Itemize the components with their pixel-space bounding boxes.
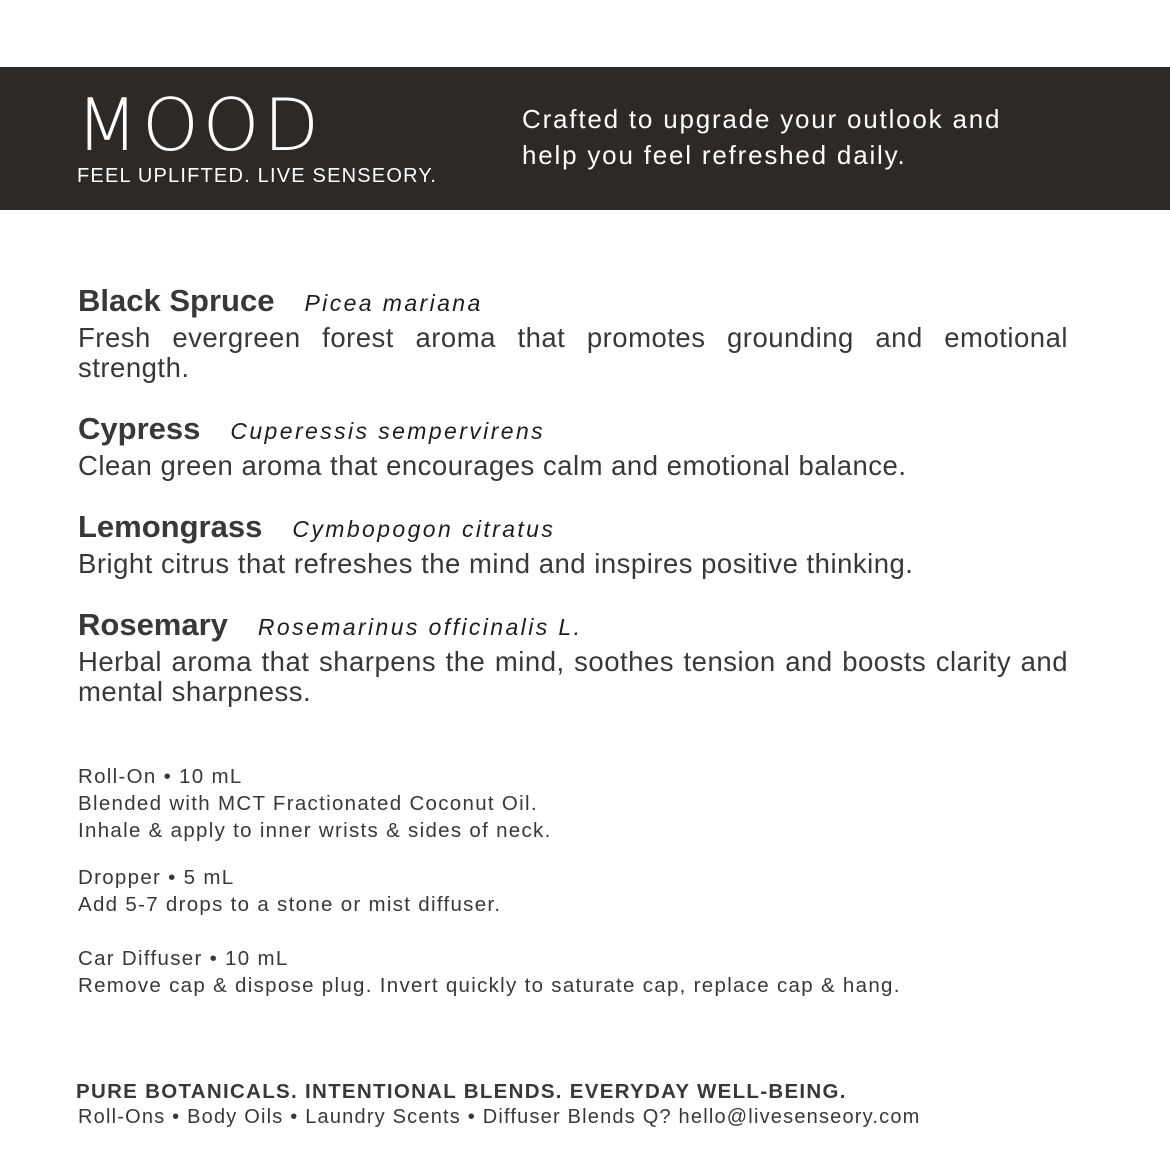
oil-name: Cypress	[78, 411, 201, 446]
product-title: MOOD	[76, 83, 323, 167]
header-blurb-line: help you feel refreshed daily.	[522, 140, 907, 170]
footer-products-contact: Roll-Ons • Body Oils • Laundry Scents • Diffuser Blends Q? hello@livesenseory.com	[78, 1106, 921, 1128]
oil-latin-name: Picea mariana	[304, 290, 483, 316]
usage-dropper	[78, 864, 1078, 918]
oil-name: Rosemary	[78, 607, 228, 642]
usage-title: Dropper • 5 mL	[78, 866, 235, 889]
oil-latin-name: Cuperessis sempervirens	[230, 418, 546, 444]
usage-rollon	[78, 763, 1078, 844]
usage-text: Inhale & apply to inner wrists & sides of neck.	[78, 819, 552, 842]
usage-car-diffuser	[78, 945, 1078, 999]
header-blurb-line: Crafted to upgrade your outlook and	[522, 104, 1002, 134]
usage-text: Add 5-7 drops to a stone or mist diffuser.	[78, 893, 502, 916]
usage-text: Remove cap & dispose plug. Invert quickly to saturate cap, replace cap & hang.	[78, 974, 901, 997]
oil-item-rosemary	[78, 607, 1068, 707]
oil-description: Clean green aroma that encourages calm and emotional balance.	[78, 450, 907, 481]
usage-title: Roll-On • 10 mL	[78, 765, 243, 788]
usage-title: Car Diffuser • 10 mL	[78, 947, 289, 970]
oil-latin-name: Cymbopogon citratus	[292, 516, 556, 542]
header-banner	[0, 67, 1170, 210]
oil-item-lemongrass	[78, 509, 1068, 579]
oil-name: Lemongrass	[78, 509, 263, 544]
usage-text: Blended with MCT Fractionated Coconut Oil.	[78, 792, 538, 815]
usage-instructions	[78, 763, 1078, 1019]
brand-tagline: FEEL UPLIFTED. LIVE SENSEORY.	[77, 165, 438, 187]
oil-list	[78, 283, 1068, 735]
header-blurb	[522, 101, 1142, 173]
oil-description: Fresh evergreen forest aroma that promotes grounding and emotional strength.	[78, 322, 1068, 383]
oil-latin-name: Rosemarinus officinalis L.	[257, 614, 583, 640]
oil-item-cypress	[78, 411, 1068, 481]
footer-slogan: PURE BOTANICALS. INTENTIONAL BLENDS. EVERYDAY WELL-BEING.	[76, 1080, 847, 1103]
oil-name: Black Spruce	[78, 283, 275, 318]
oil-item-black-spruce	[78, 283, 1068, 383]
oil-description: Herbal aroma that sharpens the mind, soothes tension and boosts clarity and mental sharpness.	[78, 646, 1068, 707]
oil-description: Bright citrus that refreshes the mind and inspires positive thinking.	[78, 548, 914, 579]
footer	[76, 1080, 1136, 1129]
